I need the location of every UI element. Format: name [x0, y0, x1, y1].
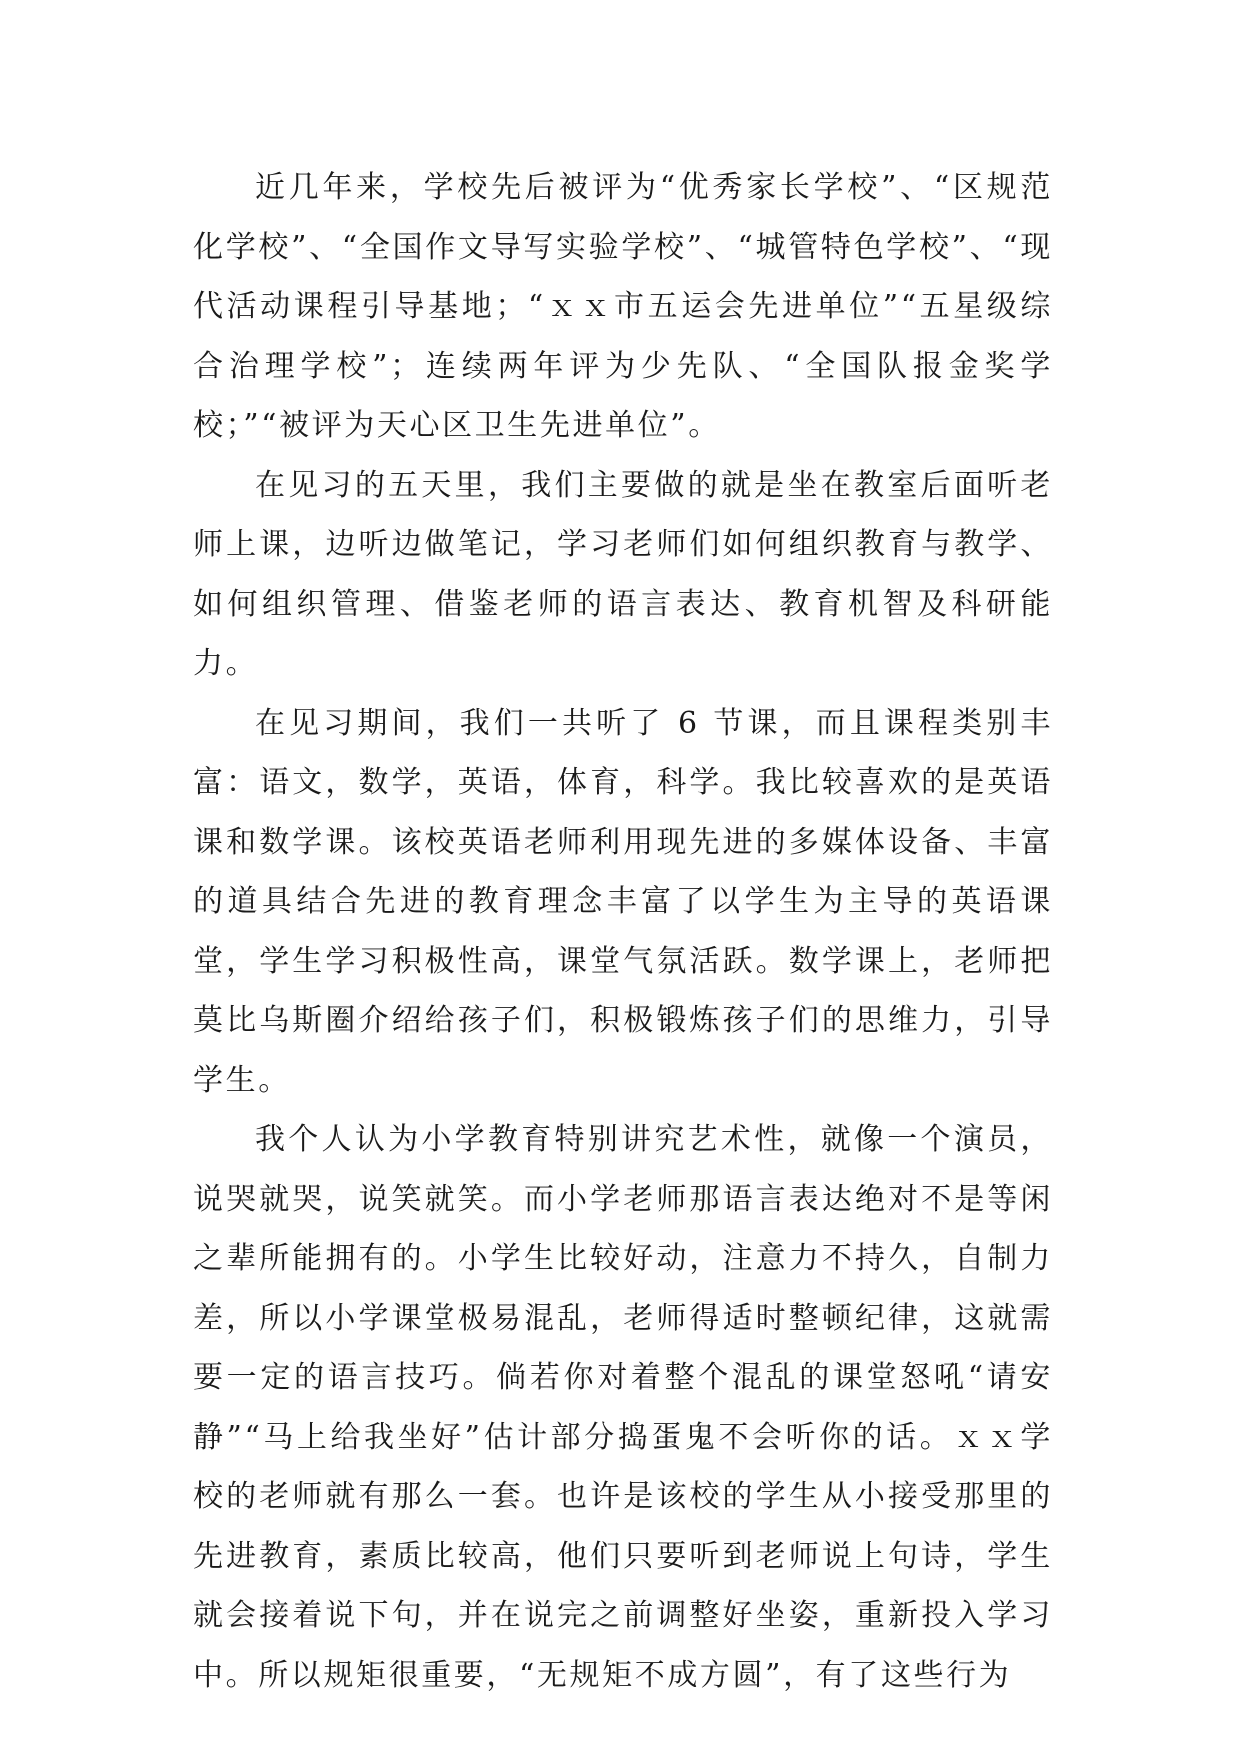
document-body — [193, 158, 1053, 1705]
paragraph-observation-days: 在见习的五天里，我们主要做的就是坐在教室后面听老师上课，边听边做笔记，学习老师们如何组织教育与教学、如何组织管理、借鉴老师的语言表达、教育机智及科研能力。 — [193, 467, 1053, 681]
paragraph-lessons-observed: 在见习期间，我们一共听了 6 节课，而且课程类别丰富：语文，数学，英语，体育，科学。我比较喜欢的是英语课和数学课。该校英语老师利用现先进的多媒体设备、丰富的道具结合先进的教育理念丰富了以学生为主导的英语课堂，学生学习积极性高，课堂气氛活跃。数学课上，老师把莫比乌斯圈介绍给孩子们，积极锻炼孩子们的思维力，引导学生。 — [193, 705, 1053, 1098]
paragraph-teaching-art: 我个人认为小学教育特别讲究艺术性，就像一个演员，说哭就哭，说笑就笑。而小学老师那语言表达绝对不是等闲之辈所能拥有的。小学生比较好动，注意力不持久，自制力差，所以小学课堂极易混乱，老师得适时整顿纪律，这就需要一定的语言技巧。倘若你对着整个混乱的课堂怒吼“请安静”“马上给我坐好”估计部分捣蛋鬼不会听你的话。ｘｘ学校的老师就有那么一套。也许是该校的学生从小接受那里的先进教育，素质比较高，他们只要听到老师说上句诗，学生就会接着说下句，并在说完之前调整好坐姿，重新投入学习中。所以规矩很重要，“无规矩不成方圆”，有了这些行为 — [193, 1122, 1053, 1693]
paragraph-honors: 近几年来，学校先后被评为“优秀家长学校”、“区规范化学校”、“全国作文导写实验学校”、“城管特色学校”、“现代活动课程引导基地；“ｘｘ市五运会先进单位”“五星级综合治理学校”；连续两年评为少先队、“全国队报金奖学校；”“被评为天心区卫生先进单位”。 — [193, 170, 1053, 443]
